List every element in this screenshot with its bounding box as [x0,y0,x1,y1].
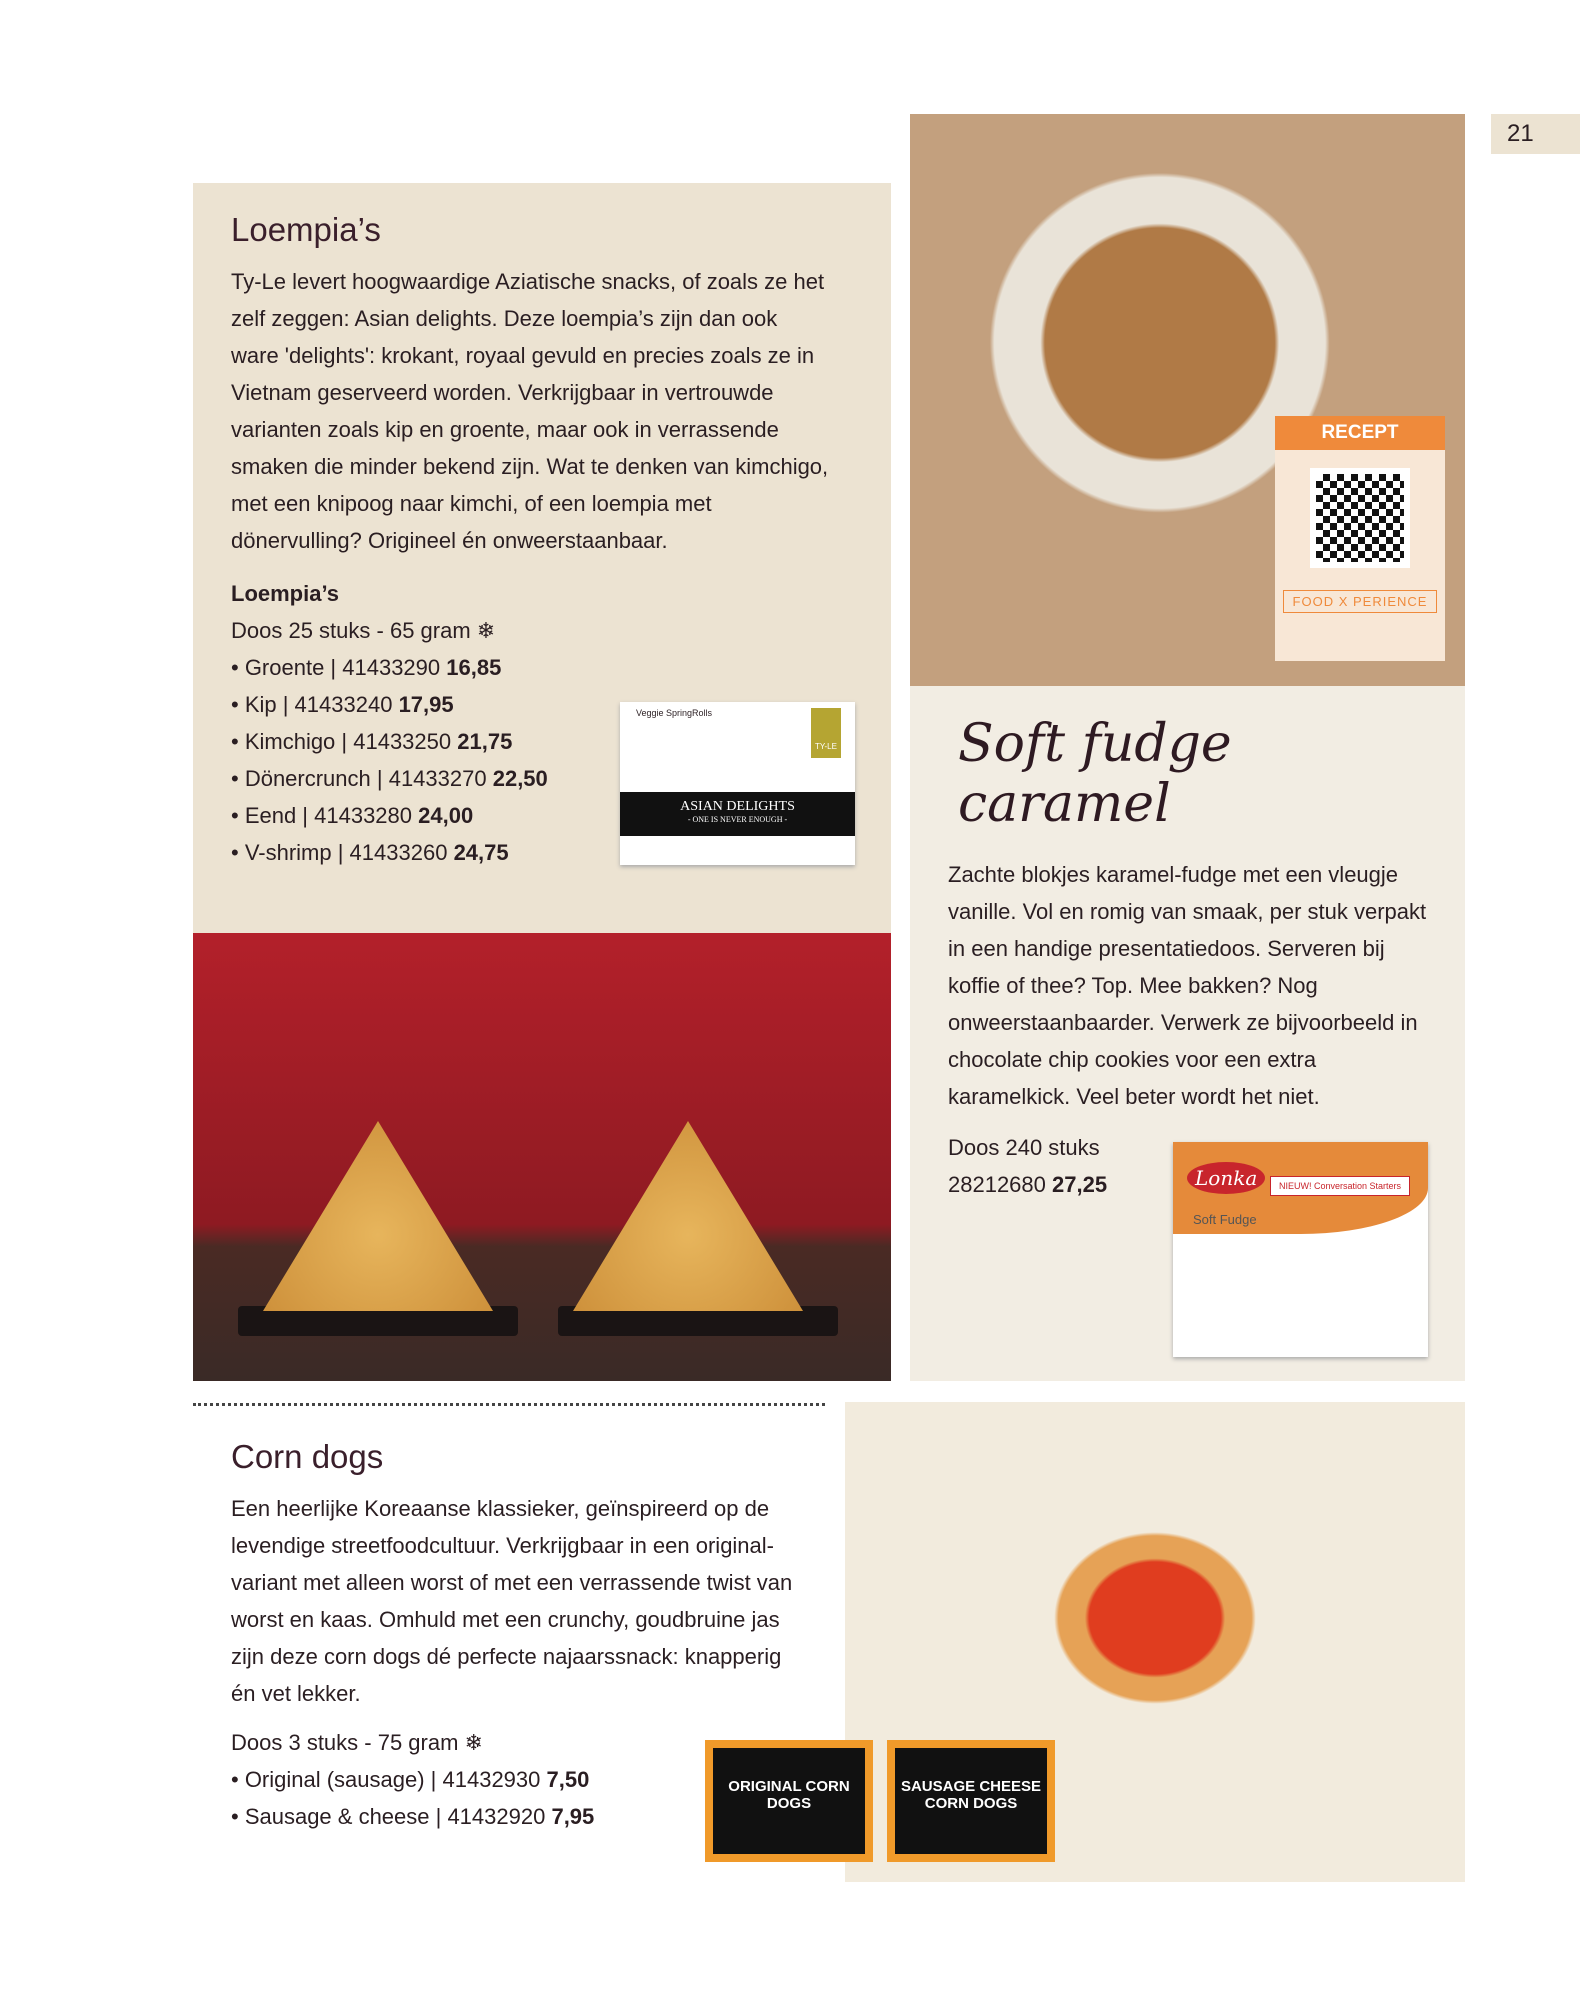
corndogs-title: Corn dogs [231,1438,384,1475]
item-name: • Sausage & cheese | 41432920 [231,1804,546,1829]
corndog-pack-original [705,1740,873,1862]
box-label: Veggie SpringRolls [636,708,713,718]
caramel-code: 28212680 [948,1172,1046,1197]
loempia-pack: Doos 25 stuks - 65 gram ❄ [231,618,496,643]
product-item [231,649,853,686]
foodxperience-logo: FOOD X PERIENCE [1283,590,1437,613]
item-price: 21,75 [457,729,513,754]
box-product-name: Soft Fudge [1193,1212,1257,1227]
caramel-title: Soft fudge caramel [958,714,1232,834]
loempia-photo [193,933,891,1381]
recept-label: RECEPT [1275,416,1445,450]
caramel-pack: Doos 240 stuks [948,1135,1100,1160]
box-tagline: - ONE IS NEVER ENOUGH - [687,815,788,824]
item-name: • Dönercrunch | 41433270 [231,766,487,791]
box-band [620,792,855,836]
item-name: • Eend | 41433280 [231,803,413,828]
item-price: 24,00 [418,803,474,828]
corndogs-body: Een heerlijke Koreaanse klassieker, geïnspireerd op de levendige streetfoodcultuur. Verkrijgbaar in een original-variant met alleen worst of met een verrassende twist van worst en kaas. Omhuld met een crunchy, goudbruine jas zijn deze corn dogs dé perfecte najaarssnack: knapperig én vet lekker. [231,1496,793,1706]
caramel-product-box [1173,1142,1428,1357]
caramel-price: 27,25 [1052,1172,1108,1197]
loempia-body: Ty-Le levert hoogwaardige Aziatische snacks, of zoals ze het zelf zeggen: Asian delights. Deze loempia’s zijn dan ook ware 'delights': krokant, royaal gevuld en precies zoals ze in Vietnam geserveerd worden. Verkrijgbaar in vertrouwde varianten zoals kip en groente, maar ook in verrassende smaken die minder bekend zijn. Wat te denken van kimchigo, met een knipoog naar kimchi, of een loempia met dönervulling? Origineel én onweerstaanbaar. [231,269,829,553]
item-name: • Kip | 41433240 [231,692,393,717]
pack-label: ORIGINAL CORN DOGS [713,1748,865,1854]
item-price: 17,95 [398,692,454,717]
new-badge: NIEUW! Conversation Starters [1270,1176,1410,1196]
item-price: 24,75 [453,840,509,865]
ty-le-logo: TY-LE [811,708,841,758]
item-name: • Original (sausage) | 41432930 [231,1767,541,1792]
pack-label: SAUSAGE CHEESE CORN DOGS [895,1748,1047,1854]
qr-code-icon[interactable] [1310,468,1410,568]
divider [193,1403,825,1406]
loempia-product-box [620,702,855,865]
corndogs-pack: Doos 3 stuks - 75 gram ❄ [231,1730,483,1755]
caramel-body: Zachte blokjes karamel-fudge met een vleugje vanille. Vol en romig van smaak, per stuk verpakt in een handige presentatiedoos. Serveren bij koffie of thee? Top. Mee bakken? Nog onweerstaanbaarder. Verwerk ze bijvoorbeeld in chocolate chip cookies voor een extra karamelkick. Veel beter wordt het niet. [948,862,1427,1109]
corndog-pack-cheese [887,1740,1055,1862]
item-name: • Kimchigo | 41433250 [231,729,452,754]
recipe-qr-card[interactable] [1275,416,1445,661]
box-band-title: ASIAN DELIGHTS [680,799,795,814]
loempia-subtitle: Loempia’s [231,581,339,606]
lonka-logo: Lonka [1187,1162,1265,1194]
loempia-title: Loempia’s [231,211,381,248]
page-number: 21 [1491,114,1580,154]
item-name: • V-shrimp | 41433260 [231,840,448,865]
item-price: 7,95 [551,1804,595,1829]
item-name: • Groente | 41433290 [231,655,441,680]
item-price: 22,50 [492,766,548,791]
item-price: 7,50 [546,1767,590,1792]
item-price: 16,85 [446,655,502,680]
